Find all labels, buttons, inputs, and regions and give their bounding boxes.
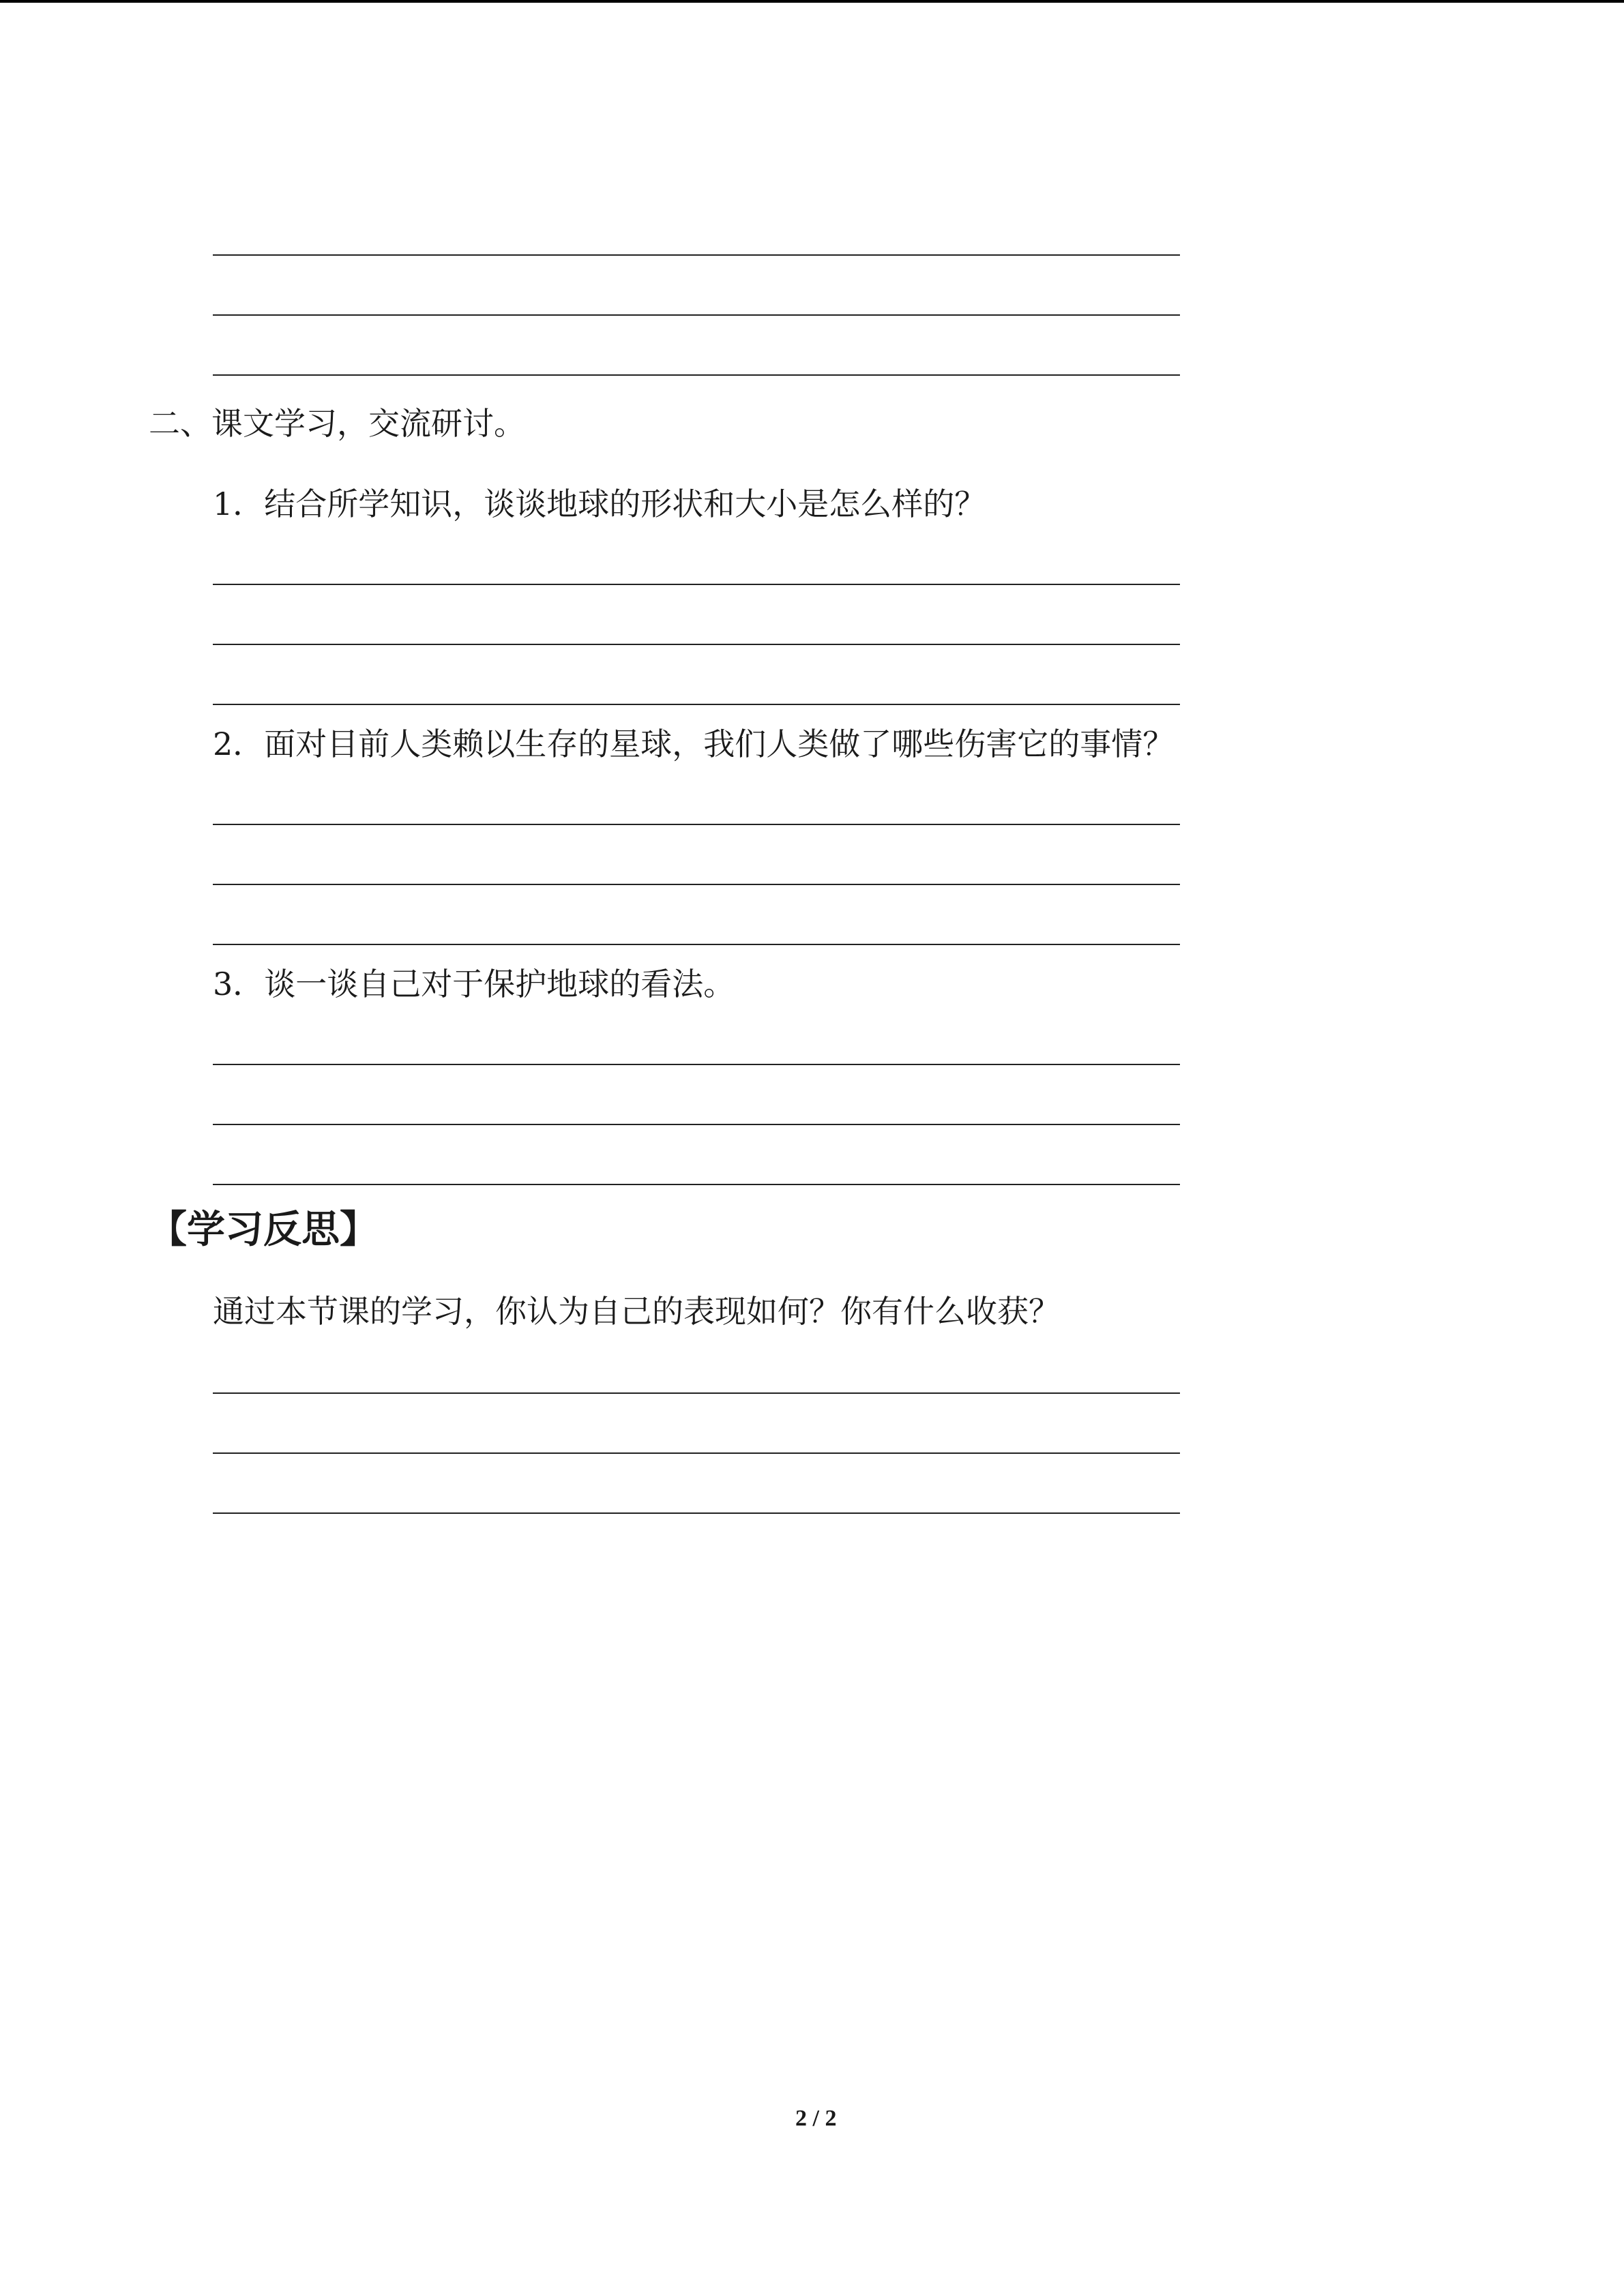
answer-line — [213, 1512, 1180, 1514]
page-number: 2 / 2 — [795, 2106, 837, 2131]
reflection-prompt: 通过本节课的学习，你认为自己的表现如何？你有什么收获？ — [213, 1293, 1060, 1330]
answer-line — [213, 374, 1180, 376]
answer-line — [213, 314, 1180, 316]
page-top-border — [0, 0, 1624, 3]
answer-line — [213, 944, 1180, 945]
section-heading: 二、课文学习，交流研讨。 — [149, 405, 525, 442]
answer-line — [213, 1064, 1180, 1065]
answer-line — [213, 1392, 1180, 1394]
answer-line — [213, 644, 1180, 645]
answer-line — [213, 704, 1180, 705]
question-2: 2．面对目前人类赖以生存的星球，我们人类做了哪些伤害它的事情？ — [213, 726, 1175, 762]
answer-line — [213, 1452, 1180, 1454]
answer-line — [213, 584, 1180, 585]
answer-line — [213, 254, 1180, 256]
question-1: 1．结合所学知识，谈谈地球的形状和大小是怎么样的？ — [213, 486, 986, 522]
answer-line — [213, 1184, 1180, 1185]
answer-line — [213, 1124, 1180, 1125]
answer-line — [213, 884, 1180, 885]
reflection-heading: 【学习反思】 — [149, 1208, 378, 1252]
question-3: 3．谈一谈自己对于保护地球的看法。 — [213, 966, 735, 1002]
answer-line — [213, 824, 1180, 825]
